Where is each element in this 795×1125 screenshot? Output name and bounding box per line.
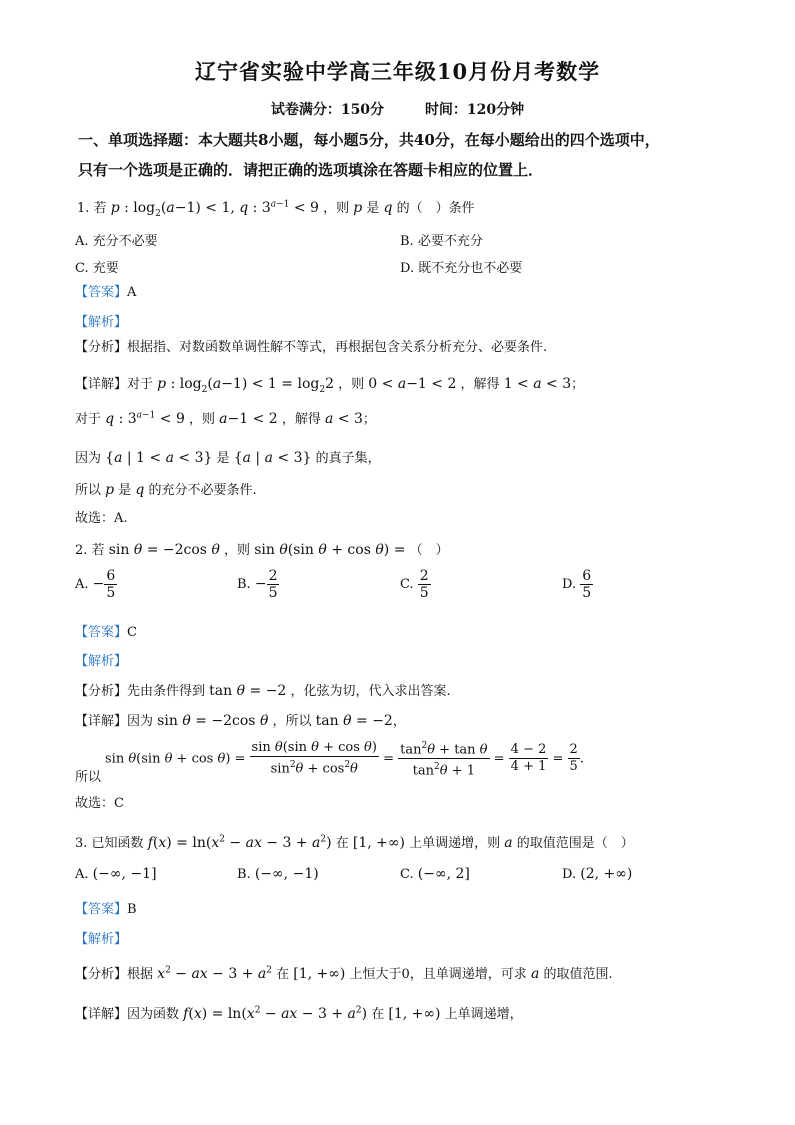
q2-fenxi: 【分析】先由条件得到 tan θ = −2 ，化弦为切，代入求出答案. <box>75 683 451 699</box>
q2-option-b[interactable]: B. − $\frac{2}{5}$ <box>237 568 278 601</box>
q1-analysis-tag: 【解析】 <box>75 315 128 330</box>
q3-fenxi: 【分析】根据 $x^2$ − ax − $3 + a^2$ 在 [1, +∞) 上恒大于0，且单调递增，可求 a 的取值范围. <box>75 965 613 982</box>
section-heading-line1: 一、单项选择题：本大题共8小题，每小题5分，共40分，在每小题给出的四个选项中， <box>78 131 660 149</box>
q1-choose: 故选：A. <box>75 511 128 526</box>
q1-detail-4: 所以 p 是 q 的充分不必要条件. <box>75 482 257 498</box>
question-2: 2. 若 sin θ = −2cos θ ，则 sin θ(sin θ + cos θ) = （ ） <box>75 542 449 558</box>
q3-detail-1: 【详解】因为函数 $f(x) = \ln(x^2$ − ax − $3 + a^2$) 在 [1, +∞) 上单调递增， <box>75 1005 523 1022</box>
q3-option-b[interactable]: B. (−∞, −1) <box>237 866 319 882</box>
exam-info <box>0 99 795 119</box>
q3-option-a[interactable]: A. (−∞, −1] <box>75 866 157 882</box>
q3-analysis-tag: 【解析】 <box>75 932 128 947</box>
q2-detail-2-label: 所以 <box>75 770 102 785</box>
q1-answer: 【答案】A <box>75 285 137 300</box>
q1-detail-1: 【详解】对于 p : $\log_2(a-1) < 1 = \log_22$ ，则 0 < a−1 < 2 ，解得 1 < a < 3； <box>75 376 585 395</box>
question-3: 3. 已知函数 $f(x) = \ln(x^2$ − ax − $3 + a^2$) 在 [1, +∞) 上单调递增，则 a 的取值范围是（ ） <box>75 834 634 851</box>
q2-answer: 【答案】C <box>75 625 137 640</box>
q2-detail-1: 【详解】因为 sin θ = −2cos θ ，所以 tan θ = −2， <box>75 713 406 729</box>
question-1: 1. 若 p : $\log_2(a-1) < 1$, q : $3^{a-1} < 9$ ，则 p 是 q 的（ ）条件 <box>77 199 475 219</box>
q3-option-c[interactable]: C. (−∞, 2] <box>400 866 470 882</box>
q3-option-d[interactable]: D. (2, +∞) <box>562 866 633 882</box>
q1-option-b[interactable]: B. 必要不充分 <box>400 234 483 249</box>
q2-option-c[interactable]: C. $\frac{2}{5}$ <box>400 568 429 601</box>
q2-detail-2-formula: sin θ(sin θ + cos θ) = $\frac{\text{sin θ(sin θ + cos θ)}}{\sin^2\theta + \cos^2\theta}$ = $\frac{\tan^2\theta + \tan \theta}{\tan^2\theta + 1}$ = $\frac{4 - 2}{4 + 1}$ = $\frac{2}{5}$ . <box>105 738 584 780</box>
q2-analysis-tag: 【解析】 <box>75 654 128 669</box>
q1-fenxi: 【分析】根据指、对数函数单调性解不等式，再根据包含关系分析充分、必要条件. <box>75 340 548 355</box>
q1-detail-3: 因为 {a | 1 < a < 3} 是 {a | a < 3} 的真子集， <box>75 450 381 466</box>
section-heading-line2: 只有一个选项是正确的．请把正确的选项填涂在答题卡相应的位置上． <box>78 161 544 179</box>
q3-answer: 【答案】B <box>75 902 137 917</box>
q1-detail-2: 对于 q : $3^{a-1} < 9$ ，则 a−1 < 2 ，解得 a < 3； <box>75 410 376 427</box>
full-score: 试卷满分：150分 <box>270 102 385 118</box>
page-title: 辽宁省实验中学高三年级10月份月考数学 <box>194 59 601 84</box>
q1-option-d[interactable]: D. 既不充分也不必要 <box>400 261 523 276</box>
q2-choose: 故选：C <box>75 796 124 811</box>
q2-option-a[interactable]: A. − $\frac{6}{5}$ <box>75 568 116 601</box>
q1-option-c[interactable]: C. 充要 <box>75 261 119 276</box>
exam-time: 时间：120分钟 <box>424 102 525 118</box>
q1-option-a[interactable]: A. 充分不必要 <box>75 234 158 249</box>
q2-option-d[interactable]: D. $\frac{6}{5}$ <box>562 568 592 601</box>
